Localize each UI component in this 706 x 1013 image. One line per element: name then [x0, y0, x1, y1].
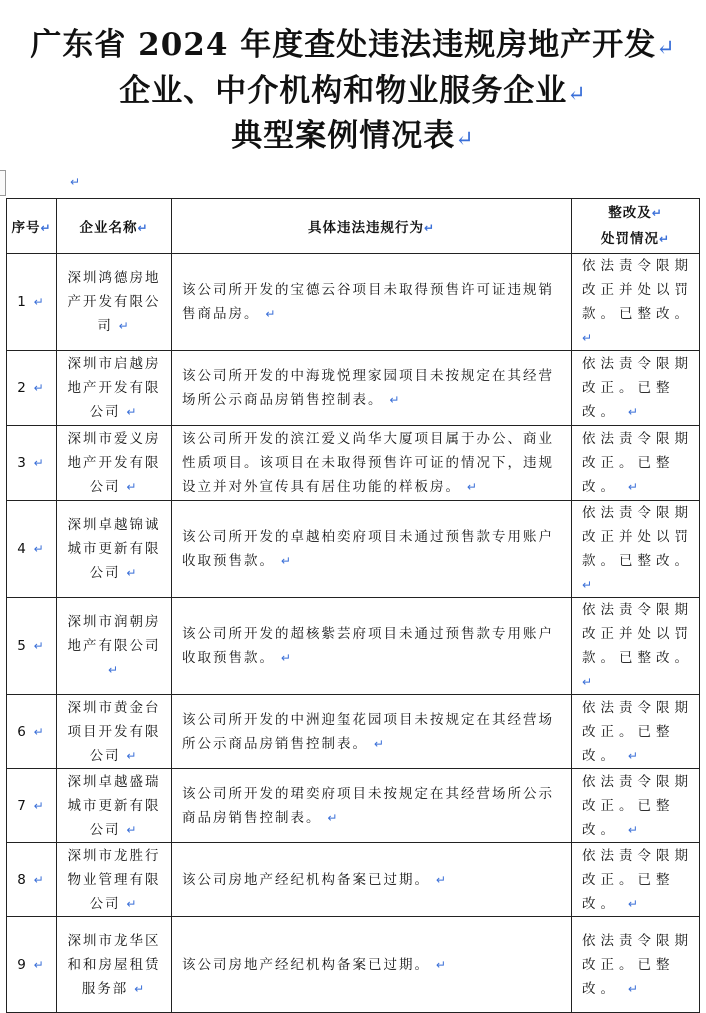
paragraph-mark-icon: ↵: [120, 480, 139, 494]
paragraph-mark-icon: ↵: [321, 810, 340, 825]
paragraph-mark-icon: ↵: [120, 566, 139, 580]
paragraph-mark-icon: ↵: [430, 957, 448, 972]
row-company-name-text: 深圳市龙华区和和房屋租赁服务部: [67, 932, 161, 997]
paragraph-mark-icon: ↵: [107, 663, 121, 677]
paragraph-mark-icon: ↵: [137, 221, 149, 235]
row-company-name-text: 深圳市爱义房地产开发有限公司: [67, 431, 161, 495]
row-violation: [172, 843, 572, 917]
row-company-name-text: 深圳卓越锦诚城市更新有限公司: [67, 517, 161, 581]
row-penalty-text: 依法责令限期改正并处以罚款。已整改。: [582, 602, 693, 666]
table-row: [7, 426, 700, 501]
row-company-name: [57, 254, 172, 351]
row-penalty: [572, 254, 700, 351]
paragraph-mark-icon: ↵: [619, 822, 643, 837]
table-header-row: [7, 199, 700, 254]
row-penalty-text: 依法责令限期改正。已整改。: [582, 356, 693, 420]
row-index-text: 2: [17, 380, 28, 396]
table-row: [7, 695, 700, 769]
row-index: [7, 598, 57, 695]
paragraph-mark-icon: ↵: [120, 822, 139, 837]
paragraph-mark-icon: ↵: [120, 896, 139, 911]
title-text-2: 企业、中介机构和物业服务企业: [119, 73, 568, 109]
row-penalty-text: 依法责令限期改正。已整改。: [582, 773, 693, 838]
row-violation: [172, 254, 572, 351]
paragraph-mark-icon: ↵: [582, 675, 598, 689]
table-move-handle-icon[interactable]: [0, 170, 6, 196]
row-penalty: [572, 501, 700, 598]
paragraph-mark-icon: ↵: [430, 872, 448, 887]
row-penalty: [572, 695, 700, 769]
title-text-1: 广东省 2024 年度查处违法违规房地产开发: [30, 27, 657, 63]
paragraph-mark-icon: ↵: [619, 896, 643, 911]
paragraph-mark-icon: ↵: [275, 651, 293, 665]
paragraph-mark-icon: ↵: [27, 456, 46, 470]
row-penalty-text: 依法责令限期改正并处以罚款。已整改。: [582, 505, 693, 569]
row-penalty: [572, 351, 700, 426]
row-index: [7, 501, 57, 598]
row-index: [7, 254, 57, 351]
paragraph-mark-icon: ↵: [120, 748, 139, 763]
paragraph-mark-icon: ↵: [27, 798, 46, 813]
row-violation-text: 该公司房地产经纪机构备案已过期。: [182, 871, 430, 888]
paragraph-mark-icon: ↵: [383, 393, 402, 407]
row-violation: [172, 598, 572, 695]
document-title-line-2: [0, 68, 706, 118]
paragraph-mark-icon: ↵: [259, 307, 278, 321]
row-violation-text: 该公司所开发的滨江爱义尚华大厦项目属于办公、商业性质项目。该项目在未取得预售许可证的情况下，违规设立并对外宣传具有居住功能的样板房。: [182, 431, 554, 495]
table-row: [7, 598, 700, 695]
paragraph-mark-icon: ↵: [27, 381, 46, 395]
row-violation-text: 该公司房地产经纪机构备案已过期。: [182, 956, 430, 973]
table-row: [7, 501, 700, 598]
paragraph-mark-icon: ↵: [27, 957, 46, 972]
paragraph-mark-icon: ↵: [368, 736, 386, 751]
row-company-name: [57, 351, 172, 426]
row-penalty-text: 依法责令限期改正。已整改。: [582, 932, 693, 997]
paragraph-mark-icon: ↵: [27, 542, 46, 556]
paragraph-mark-icon: ↵: [619, 748, 643, 763]
row-penalty: [572, 769, 700, 843]
row-index-text: 1: [17, 294, 28, 310]
row-violation: [172, 351, 572, 426]
title-text-3: 典型案例情况表: [231, 118, 456, 154]
row-index: [7, 695, 57, 769]
row-company-name: [57, 843, 172, 917]
row-penalty-text: 依法责令限期改正。已整改。: [582, 431, 693, 495]
row-company-name-text: 深圳市黄金台项目开发有限公司: [67, 699, 161, 764]
row-company-name: [57, 598, 172, 695]
row-penalty: [572, 917, 700, 1013]
row-violation-text: 该公司所开发的宝德云谷项目未取得预售许可证违规销售商品房。: [182, 282, 554, 322]
header-index: 序号↵: [7, 199, 57, 254]
row-violation: [172, 769, 572, 843]
row-index-text: 8: [17, 871, 28, 888]
row-company-name-text: 深圳鸿德房地产开发有限公司: [67, 270, 161, 334]
paragraph-mark-icon: ↵: [461, 480, 479, 494]
return-mark-icon: ↵: [567, 82, 587, 107]
row-violation: [172, 426, 572, 501]
table-row: [7, 843, 700, 917]
paragraph-mark-icon: ↵: [27, 724, 46, 739]
row-violation-text: 该公司所开发的中洲迎玺花园项目未按规定在其经营场所公示商品房销售控制表。: [182, 711, 554, 752]
header-company: 企业名称↵: [57, 199, 172, 254]
row-company-name: [57, 501, 172, 598]
paragraph-mark-icon: ↵: [112, 319, 131, 333]
row-index: [7, 426, 57, 501]
row-index-text: 9: [17, 956, 28, 973]
row-company-name: [57, 769, 172, 843]
paragraph-mark-icon: ↵: [582, 331, 598, 345]
row-company-name: [57, 426, 172, 501]
paragraph-mark-icon: ↵: [120, 405, 139, 419]
row-penalty: [572, 843, 700, 917]
paragraph-mark-icon: ↵: [70, 175, 81, 189]
paragraph-mark-icon: ↵: [619, 981, 643, 996]
row-violation: [172, 917, 572, 1013]
table-row: [7, 917, 700, 1013]
case-table: [6, 198, 700, 1013]
return-mark-icon: ↵: [455, 127, 475, 152]
row-penalty-text: 依法责令限期改正。已整改。: [582, 847, 693, 912]
row-penalty-text: 依法责令限期改正。已整改。: [582, 699, 693, 764]
row-index: [7, 843, 57, 917]
row-company-name: [57, 917, 172, 1013]
paragraph-mark-icon: ↵: [40, 221, 52, 235]
row-penalty: [572, 426, 700, 501]
table-row: [7, 254, 700, 351]
row-violation-text: 该公司所开发的超核紫芸府项目未通过预售款专用账户收取预售款。: [182, 626, 554, 666]
document-title-line-3: [0, 113, 706, 163]
document-title-line-1: [0, 22, 706, 72]
row-company-name-text: 深圳市龙胜行物业管理有限公司: [67, 847, 161, 912]
paragraph-mark-icon: ↵: [423, 221, 436, 235]
paragraph-mark-icon: ↵: [27, 872, 46, 887]
row-index-text: 6: [17, 723, 28, 740]
paragraph-mark-icon: ↵: [658, 232, 671, 246]
row-company-name-text: 深圳卓越盛瑞城市更新有限公司: [67, 773, 161, 838]
paragraph-mark-icon: ↵: [651, 206, 663, 220]
header-violation: 具体违法违规行为↵: [172, 199, 572, 254]
paragraph-mark-icon: ↵: [619, 405, 643, 419]
header-penalty: 整改及↵ 处罚情况↵: [572, 199, 700, 254]
row-index: [7, 917, 57, 1013]
row-company-name: [57, 695, 172, 769]
row-violation-text: 该公司所开发的珺奕府项目未按规定在其经营场所公示商品房销售控制表。: [182, 785, 554, 826]
row-violation-text: 该公司所开发的卓越柏奕府项目未通过预售款专用账户收取预售款。: [182, 529, 554, 569]
row-company-name-text: 深圳市启越房地产开发有限公司: [67, 356, 161, 420]
paragraph-mark-icon: ↵: [27, 295, 46, 309]
paragraph-mark-icon: ↵: [27, 639, 46, 653]
row-index: [7, 769, 57, 843]
paragraph-mark-icon: ↵: [128, 981, 147, 996]
row-index-text: 5: [17, 638, 28, 654]
row-penalty: [572, 598, 700, 695]
row-company-name-text: 深圳市润朝房地产有限公司: [67, 614, 161, 654]
row-index-text: 4: [17, 541, 28, 557]
row-violation: [172, 695, 572, 769]
row-violation-text: 该公司所开发的中海珑悦理家园项目未按规定在其经营场所公示商品房销售控制表。: [182, 368, 554, 408]
return-mark-icon: ↵: [656, 36, 676, 61]
row-violation: [172, 501, 572, 598]
table-row: [7, 351, 700, 426]
row-penalty-text: 依法责令限期改正并处以罚款。已整改。: [582, 258, 693, 322]
row-index: [7, 351, 57, 426]
paragraph-mark-icon: ↵: [619, 480, 643, 494]
row-index-text: 7: [17, 797, 28, 814]
table-row: [7, 769, 700, 843]
row-index-text: 3: [17, 455, 28, 471]
paragraph-mark-icon: ↵: [275, 554, 293, 568]
paragraph-mark-icon: ↵: [582, 578, 598, 592]
